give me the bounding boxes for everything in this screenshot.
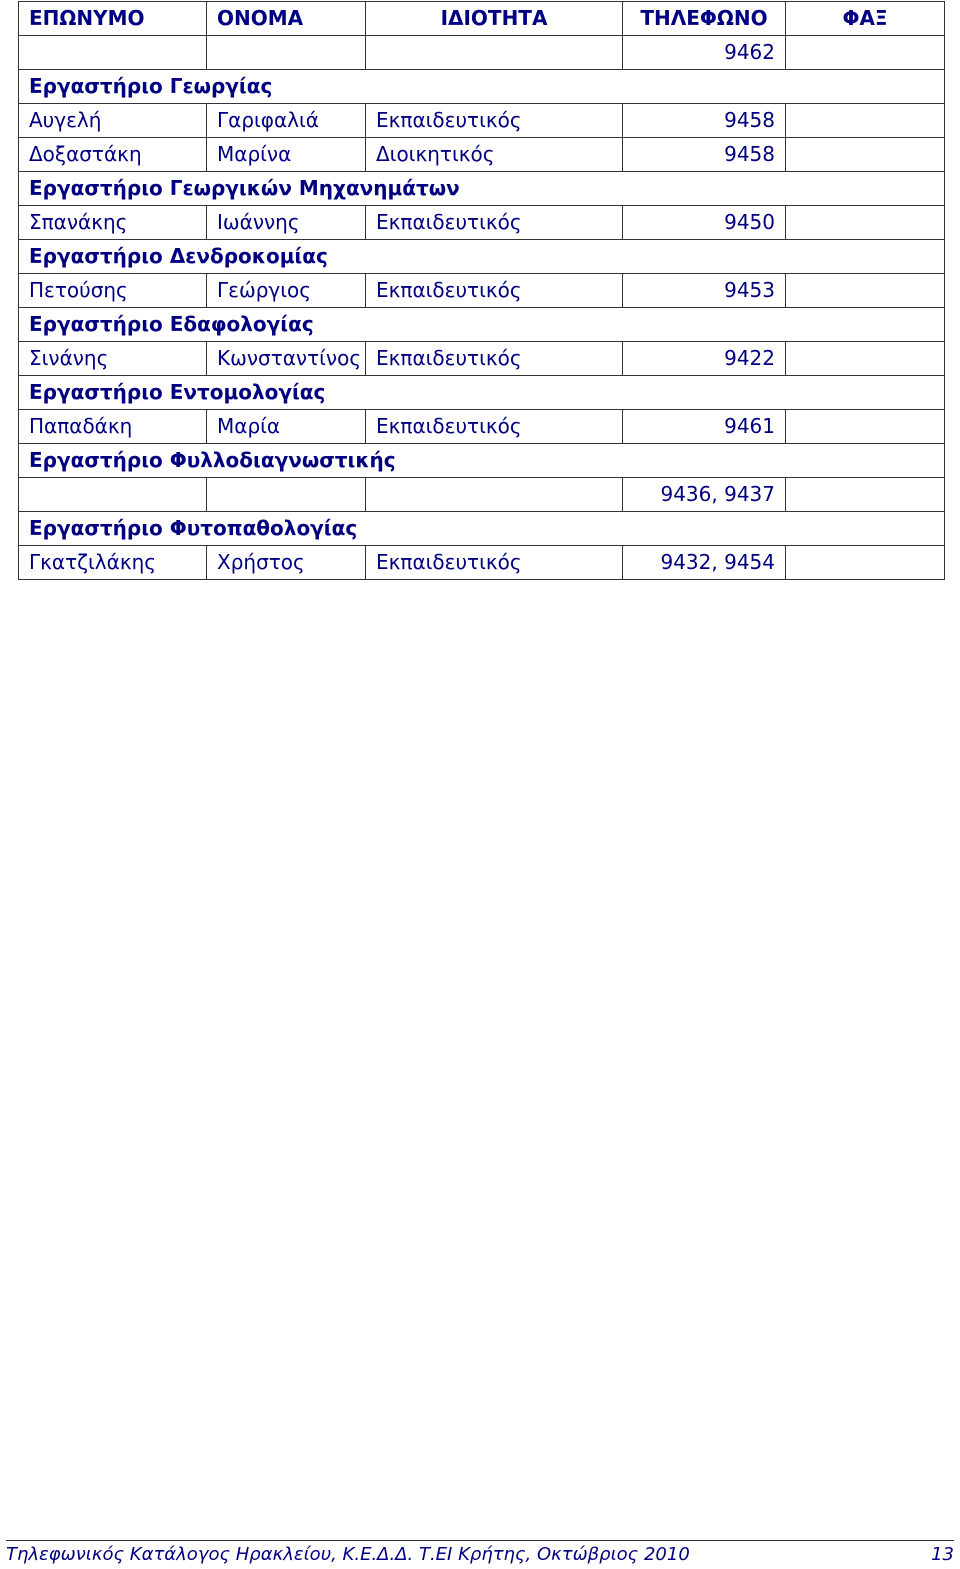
table-row — [19, 342, 945, 376]
surname-cell: Σινάνης — [19, 342, 207, 376]
section-header-row — [19, 512, 945, 546]
name-cell: Μαρίνα — [207, 138, 366, 172]
section-title: Εργαστήριο Εντομολογίας — [19, 376, 786, 410]
header-surname: ΕΠΩΝΥΜΟ — [19, 2, 207, 36]
surname-cell — [19, 36, 207, 70]
surname-cell: Δοξαστάκη — [19, 138, 207, 172]
header-phone: ΤΗΛΕΦΩΝΟ — [623, 2, 786, 36]
fax-cell — [786, 172, 945, 206]
section-title: Εργαστήριο Γεωργίας — [19, 70, 786, 104]
phone-cell: 9461 — [623, 410, 786, 444]
page-number: 13 — [931, 1544, 954, 1565]
section-header-row — [19, 172, 945, 206]
section-title: Εργαστήριο Φυλλοδιαγνωστικής — [19, 444, 786, 478]
fax-cell — [786, 444, 945, 478]
name-cell: Γεώργιος — [207, 274, 366, 308]
role-cell: Εκπαιδευτικός — [366, 546, 623, 580]
table-row — [19, 206, 945, 240]
section-header-row — [19, 376, 945, 410]
header-name: ΟΝΟΜΑ — [207, 2, 366, 36]
phone-cell: 9458 — [623, 138, 786, 172]
table-row — [19, 138, 945, 172]
fax-cell — [786, 138, 945, 172]
footer-text: Τηλεφωνικός Κατάλογος Ηρακλείου, Κ.Ε.Δ.Δ. Τ.ΕΙ Κρήτης, Οκτώβριος 2010 — [6, 1544, 690, 1565]
table-row — [19, 478, 945, 512]
role-cell: Διοικητικός — [366, 138, 623, 172]
surname-cell: Σπανάκης — [19, 206, 207, 240]
surname-cell: Αυγελή — [19, 104, 207, 138]
fax-cell — [786, 104, 945, 138]
name-cell: Γαριφαλιά — [207, 104, 366, 138]
page-footer — [6, 1540, 954, 1569]
table-row — [19, 36, 945, 70]
role-cell: Εκπαιδευτικός — [366, 206, 623, 240]
fax-cell — [786, 342, 945, 376]
phone-cell: 9436, 9437 — [623, 478, 786, 512]
section-title: Εργαστήριο Δενδροκομίας — [19, 240, 786, 274]
surname-cell: Πετούσης — [19, 274, 207, 308]
role-cell: Εκπαιδευτικός — [366, 342, 623, 376]
section-header-row — [19, 444, 945, 478]
table-header-row — [19, 2, 945, 36]
name-cell — [207, 478, 366, 512]
table-row — [19, 546, 945, 580]
fax-cell — [786, 478, 945, 512]
phone-cell: 9422 — [623, 342, 786, 376]
fax-cell — [786, 410, 945, 444]
name-cell: Χρήστος — [207, 546, 366, 580]
table-row — [19, 104, 945, 138]
surname-cell — [19, 478, 207, 512]
phone-cell: 9453 — [623, 274, 786, 308]
fax-cell — [786, 546, 945, 580]
role-cell — [366, 36, 623, 70]
section-title: Εργαστήριο Φυτοπαθολογίας — [19, 512, 786, 546]
role-cell: Εκπαιδευτικός — [366, 274, 623, 308]
phone-cell: 9432, 9454 — [623, 546, 786, 580]
fax-cell — [786, 376, 945, 410]
name-cell: Μαρία — [207, 410, 366, 444]
phone-cell: 9458 — [623, 104, 786, 138]
fax-cell — [786, 512, 945, 546]
role-cell: Εκπαιδευτικός — [366, 410, 623, 444]
role-cell: Εκπαιδευτικός — [366, 104, 623, 138]
fax-cell — [786, 308, 945, 342]
name-cell: Κωνσταντίνος — [207, 342, 366, 376]
surname-cell: Παπαδάκη — [19, 410, 207, 444]
section-title: Εργαστήριο Εδαφολογίας — [19, 308, 786, 342]
section-header-row — [19, 308, 945, 342]
section-header-row — [19, 240, 945, 274]
header-fax: ΦΑΞ — [786, 2, 945, 36]
fax-cell — [786, 36, 945, 70]
phone-directory-table — [18, 1, 945, 580]
section-title: Εργαστήριο Γεωργικών Μηχανημάτων — [19, 172, 786, 206]
fax-cell — [786, 274, 945, 308]
name-cell: Ιωάννης — [207, 206, 366, 240]
phone-cell: 9462 — [623, 36, 786, 70]
phone-cell: 9450 — [623, 206, 786, 240]
table-row — [19, 274, 945, 308]
table-row — [19, 410, 945, 444]
section-header-row — [19, 70, 945, 104]
role-cell — [366, 478, 623, 512]
header-role: ΙΔΙΟΤΗΤΑ — [366, 2, 623, 36]
fax-cell — [786, 240, 945, 274]
fax-cell — [786, 206, 945, 240]
fax-cell — [786, 70, 945, 104]
name-cell — [207, 36, 366, 70]
surname-cell: Γκατζιλάκης — [19, 546, 207, 580]
